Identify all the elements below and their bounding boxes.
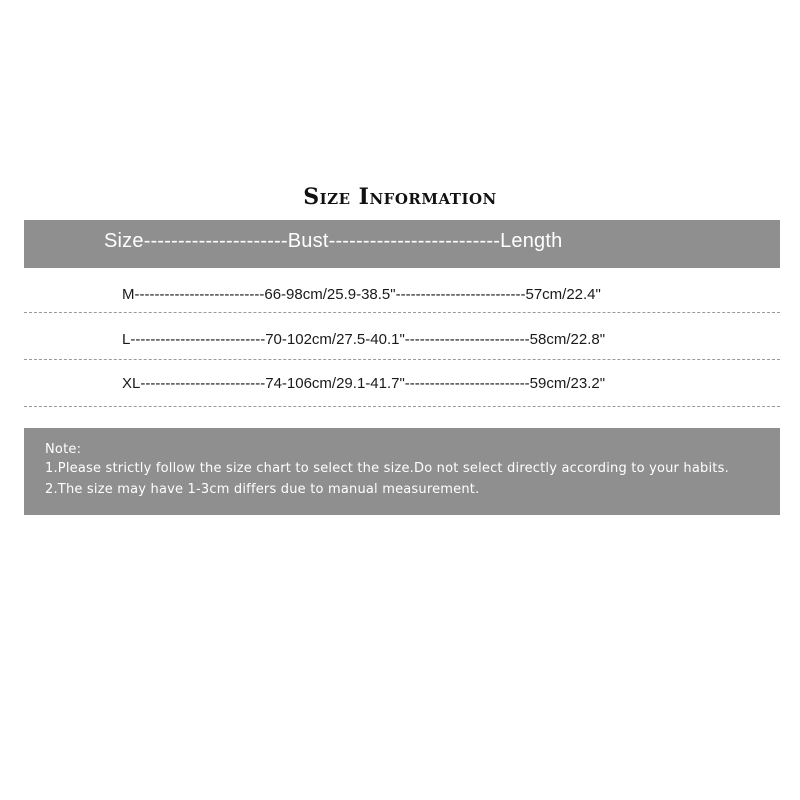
size-row-xl: XL-------------------------74-106cm/29.1-41.7"-------------------------59cm/23.2" (122, 375, 606, 392)
note-line-2: 2.The size may have 1-3cm differs due to manual measurement. (45, 482, 480, 497)
size-row-m: M--------------------------66-98cm/25.9-38.5"--------------------------57cm/22.4" (122, 286, 601, 303)
note-heading: Note: (45, 442, 82, 457)
size-chart-header-text: Size---------------------Bust-------------------------Length (104, 230, 563, 252)
row-divider (24, 406, 780, 407)
row-divider (24, 312, 780, 313)
note-line-1: 1.Please strictly follow the size chart to select the size.Do not select directly according to your habits. (45, 461, 729, 476)
row-divider (24, 359, 780, 360)
page-title: Size Information (303, 184, 497, 210)
size-row-l: L---------------------------70-102cm/27.5-40.1"-------------------------58cm/22.8" (122, 331, 606, 348)
